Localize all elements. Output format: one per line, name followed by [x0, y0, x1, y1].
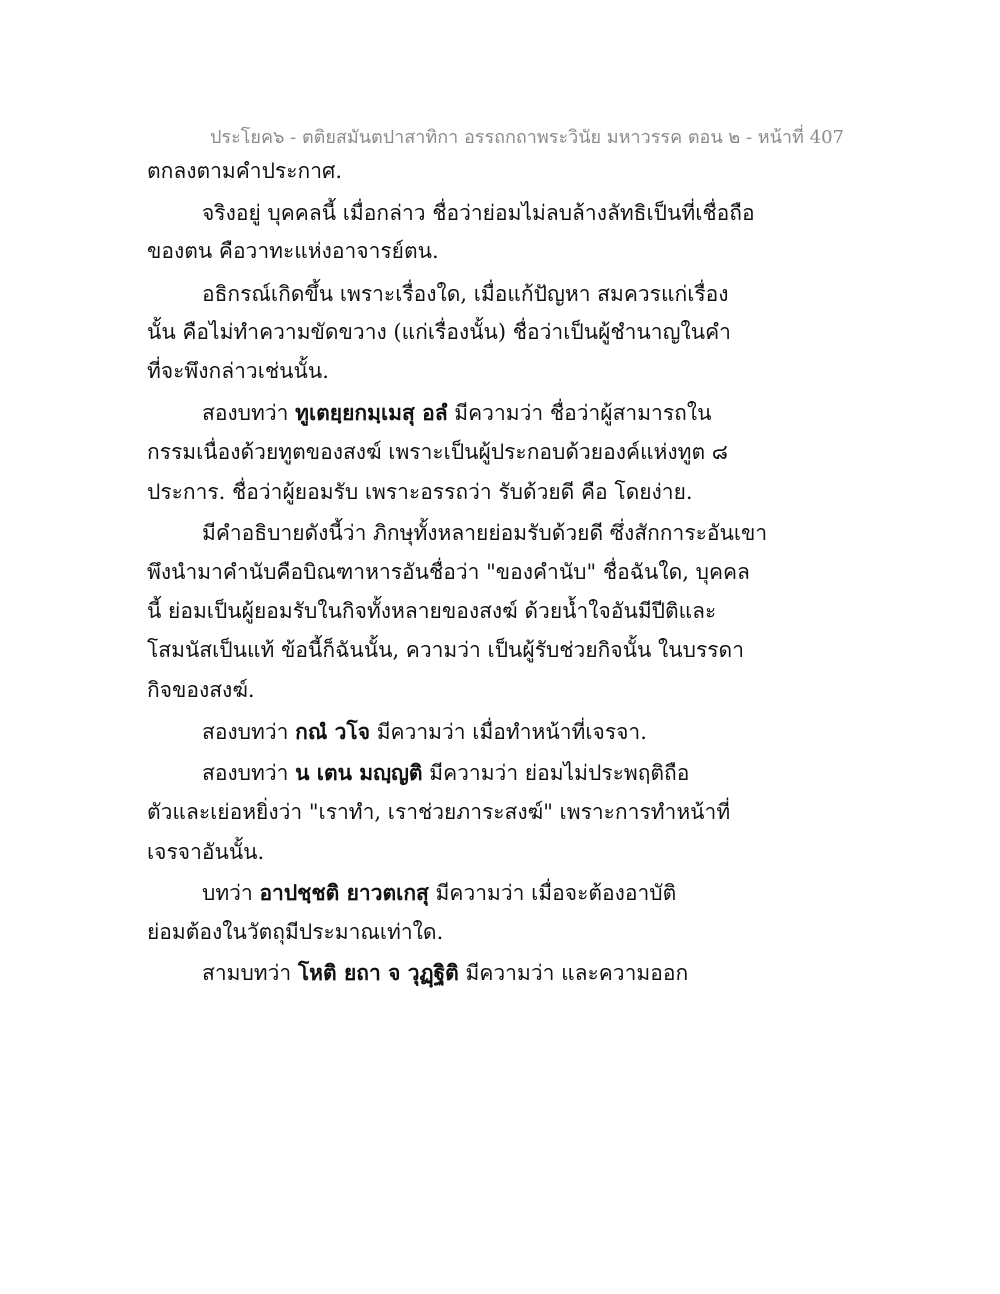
text-run: สองบทว่า	[202, 401, 296, 425]
paragraph-first-line	[202, 717, 647, 747]
text-run: มีความว่า และความออก	[458, 961, 689, 985]
text-run: มีความว่า เมื่อจะต้องอาบัติ	[428, 881, 677, 905]
text-line: พึงนำมาคำนับคือบิณฑาหารอันชื่อว่า "ของคำนับ" ชื่อฉันใด, บุคคล	[147, 560, 750, 584]
paragraph-first-line: มีคำอธิบายดังนี้ว่า ภิกษุทั้งหลายย่อมรับด้วยดี ซึ่งสักการะอันเขา	[202, 521, 768, 545]
text-run: สามบทว่า	[202, 961, 298, 985]
text-run: สองบทว่า	[202, 761, 296, 785]
running-header: ประโยค๖ - ตติยสมันตปาสาทิกา อรรถกถาพระวินัย มหาวรรค ตอน ๒ - หน้าที่ 407	[210, 127, 844, 148]
text-line: นั้น คือไม่ทำความขัดขวาง (แก่เรื่องนั้น) ชื่อว่าเป็นผู้ชำนาญในคำ	[147, 320, 731, 344]
text-line: นี้ ย่อมเป็นผู้ยอมรับในกิจทั้งหลายของสงฆ์ ด้วยน้ำใจอันมีปีติและ	[147, 599, 717, 623]
text-line: กรรมเนื่องด้วยทูตของสงฆ์ เพราะเป็นผู้ประกอบด้วยองค์แห่งทูต ๘	[147, 440, 729, 464]
text-line: ประการ. ชื่อว่าผู้ยอมรับ เพราะอรรถว่า รับด้วยดี คือ โดยง่าย.	[147, 480, 693, 504]
text-run: สองบทว่า	[202, 720, 296, 744]
text-line: โสมนัสเป็นแท้ ข้อนี้ก็ฉันนั้น, ความว่า เป็นผู้รับช่วยกิจนั้น ในบรรดา	[147, 638, 744, 662]
pali-term: ทูเตยฺยกมฺเมสุ อลํ	[295, 400, 448, 425]
paragraph-first-line	[202, 878, 676, 908]
pali-term: โหติ ยถา จ วุฏฺฐิติ	[297, 960, 459, 985]
paragraph-first-line	[202, 958, 688, 988]
paragraph-first-line	[202, 398, 711, 428]
text-line: เจรจาอันนั้น.	[147, 840, 265, 864]
pali-term: กณํ วโจ	[295, 719, 371, 744]
text-run: มีความว่า ชื่อว่าผู้สามารถใน	[447, 401, 712, 425]
paragraph-first-line: อธิกรณ์เกิดขึ้น เพราะเรื่องใด, เมื่อแก้ปัญหา สมควรแก่เรื่อง	[202, 282, 729, 306]
text-run: มีความว่า ย่อมไม่ประพฤติถือ	[422, 761, 690, 785]
text-line: ตัวและเย่อหยิ่งว่า "เราทำ, เราช่วยภาระสงฆ์" เพราะการทำหน้าที่	[147, 800, 731, 824]
paragraph-first-line	[202, 758, 689, 788]
text-line: ตกลงตามคำประกาศ.	[147, 159, 342, 183]
paragraph-first-line: จริงอยู่ บุคคลนี้ เมื่อกล่าว ชื่อว่าย่อมไม่ลบล้างลัทธิเป็นที่เชื่อถือ	[202, 201, 755, 225]
pali-term: น เตน มญฺญติ	[295, 760, 423, 785]
text-line: ของตน คือวาทะแห่งอาจารย์ตน.	[147, 239, 439, 263]
pali-term: อาปชฺชติ ยาวตเกสุ	[259, 880, 429, 905]
text-line: กิจของสงฆ์.	[147, 678, 255, 702]
text-line: ย่อมต้องในวัตถุมีประมาณเท่าใด.	[147, 920, 444, 944]
text-run: มีความว่า เมื่อทำหน้าที่เจรจา.	[370, 720, 647, 744]
text-line: ที่จะพึงกล่าวเช่นนั้น.	[147, 359, 329, 383]
text-run: บทว่า	[202, 881, 260, 905]
